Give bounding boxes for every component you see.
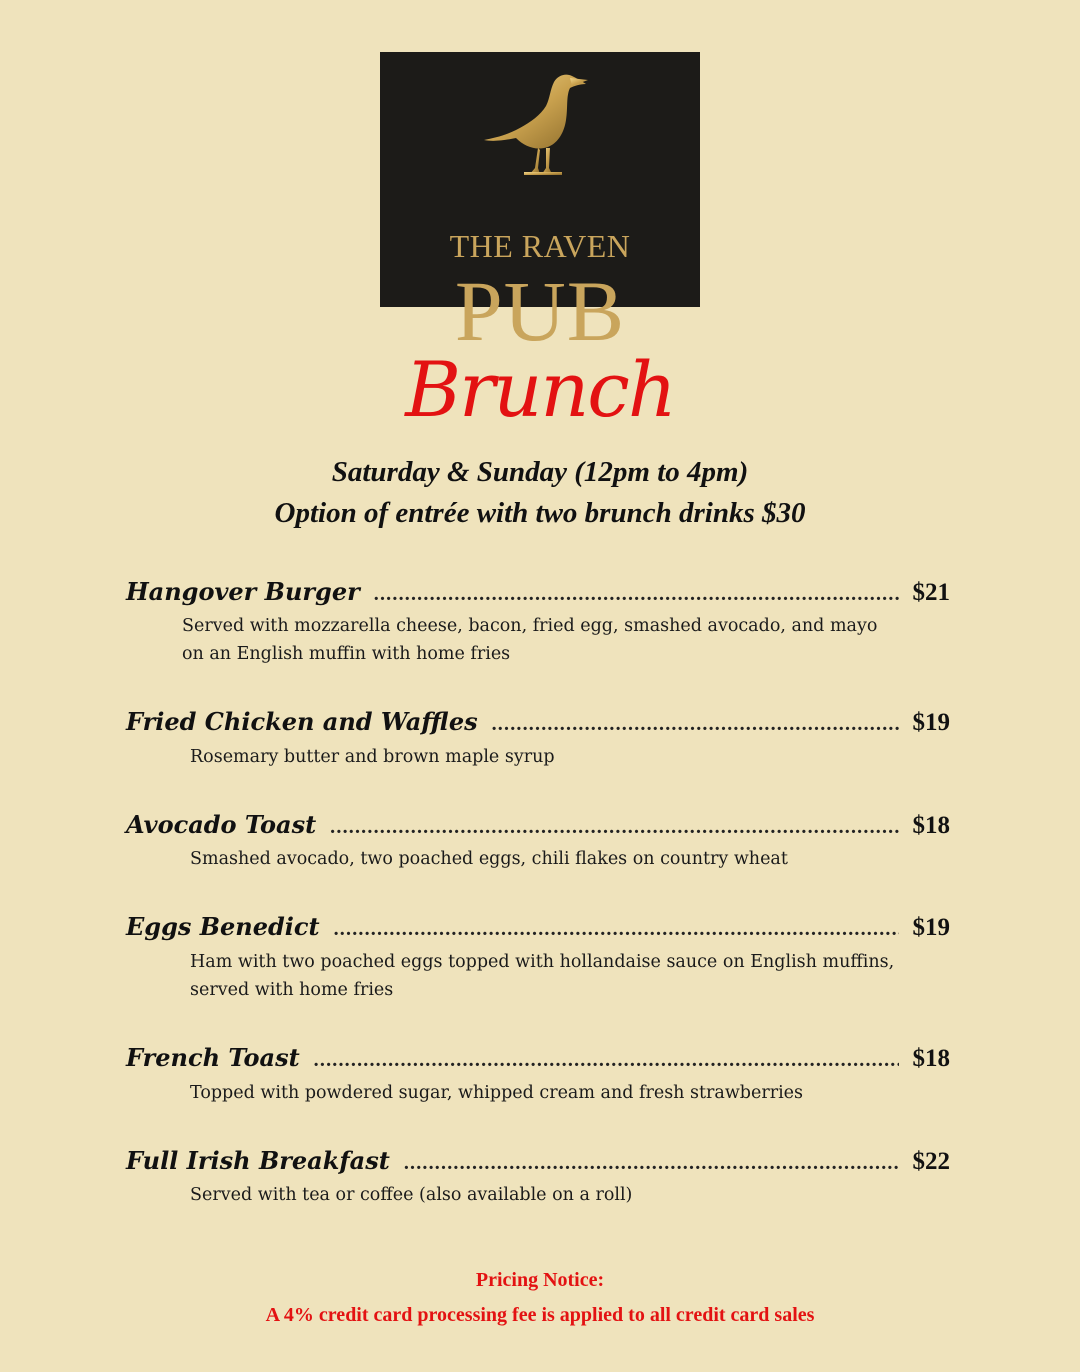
menu-item — [126, 577, 950, 606]
menu-item-description — [190, 845, 930, 873]
dot-leader — [334, 919, 899, 939]
description-line: Rosemary butter and brown maple syrup — [190, 747, 555, 767]
description-line: on an English muffin with home fries — [182, 644, 511, 664]
menu-item-name: Hangover Burger — [126, 577, 360, 606]
menu-drink-offer: Option of entrée with two brunch drinks $30 — [274, 497, 806, 529]
description-line: Served with mozzarella cheese, bacon, fried egg, smashed avocado, and mayo — [182, 616, 878, 636]
description-line: Topped with powdered sugar, whipped cream and fresh strawberries — [190, 1083, 804, 1103]
dot-leader — [330, 817, 898, 837]
menu-item-name: Avocado Toast — [126, 810, 317, 839]
menu-item-price: $18 — [912, 1045, 950, 1072]
menu-item-description — [190, 1181, 930, 1209]
dot-leader — [404, 1153, 899, 1173]
menu-item-name: Full Irish Breakfast — [126, 1146, 390, 1175]
description-line: Smashed avocado, two poached eggs, chili flakes on country wheat — [190, 849, 788, 869]
menu-item-price: $21 — [912, 579, 950, 606]
logo-text-the-raven: THE RAVEN — [449, 228, 631, 264]
menu-item-price: $19 — [912, 709, 950, 736]
dot-leader — [374, 584, 899, 604]
menu-item-name: Fried Chicken and Waffles — [126, 707, 478, 736]
raven-icon — [480, 68, 600, 218]
description-line: Served with tea or coffee (also available on a roll) — [190, 1185, 633, 1205]
menu-item-price: $19 — [912, 914, 950, 941]
menu-item-description — [182, 612, 922, 668]
menu-item — [126, 1146, 950, 1175]
menu-item-description — [190, 743, 930, 771]
dot-leader — [314, 1050, 899, 1070]
menu-item-name: French Toast — [126, 1043, 300, 1072]
menu-item-price: $18 — [912, 812, 950, 839]
menu-item-description — [190, 1079, 930, 1107]
pricing-notice-heading: Pricing Notice: — [475, 1269, 605, 1291]
menu-item — [126, 1043, 950, 1072]
description-line: served with home fries — [190, 980, 394, 1000]
pricing-notice-text: A 4% credit card processing fee is applied to all credit card sales — [265, 1304, 815, 1326]
menu-hours: Saturday & Sunday (12pm to 4pm) — [331, 456, 749, 488]
menu-item-name: Eggs Benedict — [126, 912, 320, 941]
pub-logo — [380, 52, 700, 359]
menu-item — [126, 707, 950, 736]
menu-item — [126, 810, 950, 839]
menu-item-description — [190, 948, 930, 1004]
menu-item-price: $22 — [912, 1148, 950, 1175]
dot-leader — [492, 714, 899, 734]
description-line: Ham with two poached eggs topped with hollandaise sauce on English muffins, — [190, 952, 895, 972]
logo-text-pub: PUB — [454, 263, 626, 359]
menu-title: Brunch — [405, 345, 675, 434]
menu-item — [126, 912, 950, 941]
